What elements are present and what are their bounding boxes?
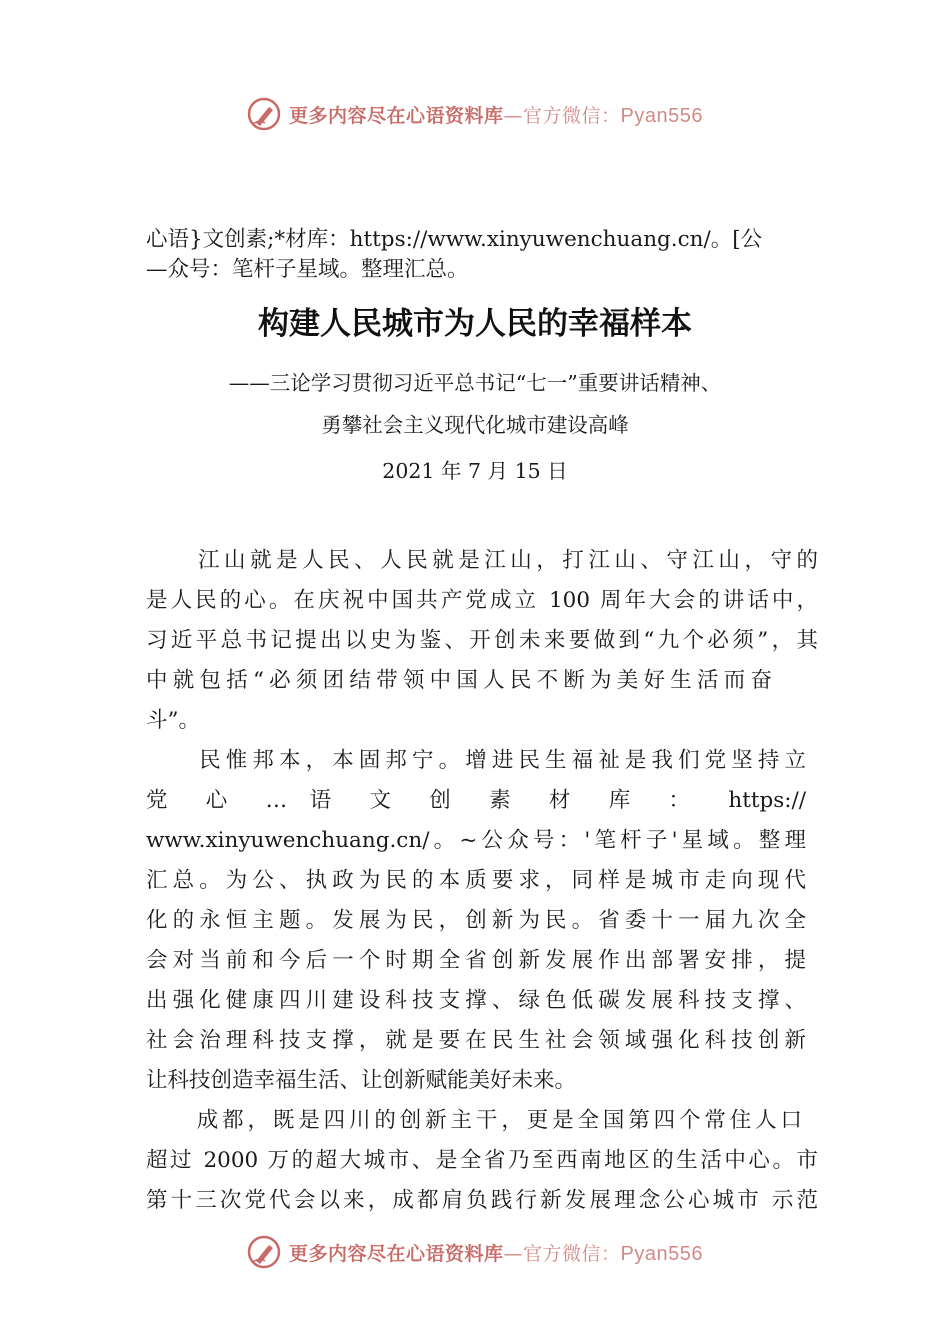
body-line: 中就包括“必须团结带领中国人民不断为美好生活而奋 — [146, 668, 772, 693]
watermark-text: 更多内容尽在心语资料库—官方微信：Pyan556 — [289, 1242, 703, 1265]
article-subtitle: 勇攀社会主义现代化城市建设高峰 — [321, 413, 629, 437]
body-line: 化的永恒主题。发展为民，创新为民。省委十一届九次全 — [146, 908, 806, 933]
body-line: 习近平总书记提出以史为鉴、开创未来要做到“九个必须”，其 — [146, 628, 818, 653]
body-line: 民惟邦本，本固邦宁。增进民生福祉是我们党坚持立 — [146, 748, 806, 773]
article-date: 2021 年 7 月 15 日 — [382, 459, 568, 483]
body-line: 第十三次党代会以来，成都肩负践行新发展理念公心城市 示范 — [146, 1188, 818, 1213]
header-watermark — [0, 94, 950, 134]
body-line: 社会治理科技支撑，就是要在民生社会领域强化科技创新 — [146, 1028, 806, 1053]
source-note-line: —众号：笔杆子星域。整理汇总。 — [146, 257, 469, 282]
article-subtitle: ——三论学习贯彻习近平总书记“七一”重要讲话精神、 — [228, 371, 722, 395]
pen-logo-icon — [247, 1235, 281, 1269]
body-line: 成都，既是四川的创新主干，更是全国第四个常住人口 — [146, 1108, 802, 1133]
body-line: 出强化健康四川建设科技支撑、绿色低碳发展科技支撑、 — [146, 988, 806, 1013]
body-line: 是人民的心。在庆祝中国共产党成立 100 周年大会的讲话中， — [146, 588, 818, 613]
body-line: 江山就是人民、人民就是江山，打江山、守江山，守的 — [146, 548, 818, 573]
body-line: www.xinyuwenchuang.cn/。~公众号：'笔杆子'星域。整理 — [146, 828, 806, 853]
body-line: 斗”。 — [146, 708, 200, 733]
watermark-text: 更多内容尽在心语资料库—官方微信：Pyan556 — [289, 104, 703, 127]
body-line: 超过 2000 万的超大城市、是全省乃至西南地区的生活中心。市 — [146, 1148, 818, 1173]
body-line: 党 心 … 语 文 创 素 材 库 ： https:// — [146, 788, 806, 813]
body-line: 让科技创造幸福生活、让创新赋能美好未来。 — [146, 1068, 577, 1093]
body-line: 会对当前和今后一个时期全省创新发展作出部署安排，提 — [146, 948, 806, 973]
source-note-line: 心语}文创素;*材库：https://www.xinyuwenchuang.cn/。[公 — [146, 227, 763, 252]
article-title: 构建人民城市为人民的幸福样本 — [258, 306, 692, 342]
pen-logo-icon — [247, 97, 281, 131]
footer-watermark — [0, 1232, 950, 1272]
body-line: 汇总。为公、执政为民的本质要求，同样是城市走向现代 — [146, 868, 806, 893]
